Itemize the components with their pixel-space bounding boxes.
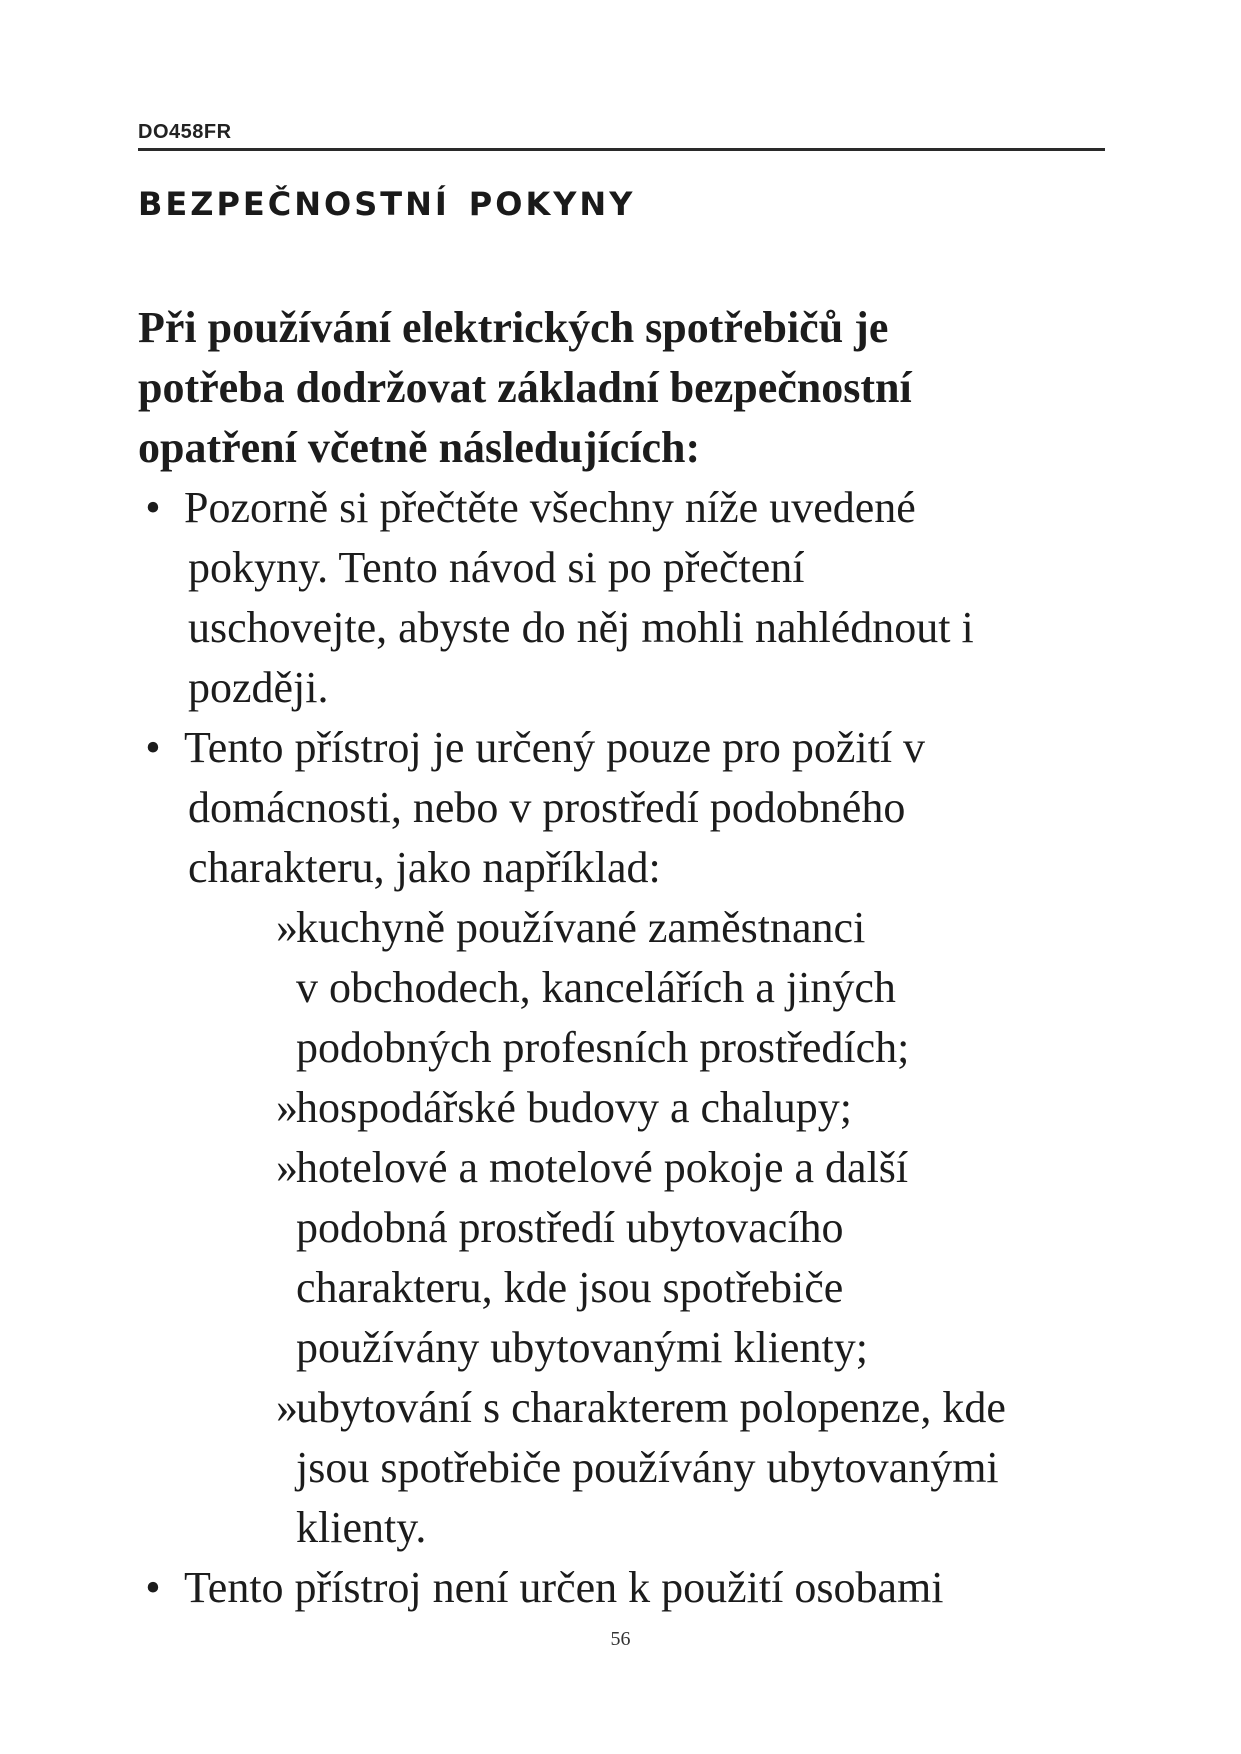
sub-item-line: podobných profesních prostředích; — [296, 1023, 910, 1072]
bullet-line: později. — [188, 663, 329, 712]
sub-item-hotel-rooms — [138, 1138, 1128, 1378]
bullet-item-household-use — [138, 718, 1128, 898]
bullet-item-read-instructions — [138, 478, 1128, 718]
sub-item-marker: » — [276, 1383, 298, 1432]
sub-item-line: hotelové a motelové pokoje a další — [296, 1143, 909, 1192]
intro-paragraph — [138, 298, 1128, 478]
sub-item-line: klienty. — [296, 1503, 427, 1552]
sub-item-line: kuchyně používané zaměstnanci — [296, 903, 866, 952]
sub-item-marker: » — [276, 1143, 298, 1192]
sub-item-line: jsou spotřebiče používány ubytovanými — [296, 1443, 999, 1492]
sub-item-farm-houses — [138, 1078, 1128, 1138]
bullet-line: uschovejte, abyste do něj mohli nahlédnout i — [188, 603, 974, 652]
page-number: 56 — [610, 1628, 631, 1650]
sub-item-bed-and-breakfast — [138, 1378, 1128, 1558]
document-body — [138, 298, 1128, 1618]
bullet-line: Tento přístroj není určen k použití osobami — [184, 1563, 944, 1612]
bullet-line: Pozorně si přečtěte všechny níže uvedené — [184, 483, 916, 532]
sub-item-line: charakteru, kde jsou spotřebiče — [296, 1263, 844, 1312]
sub-item-line: v obchodech, kancelářích a jiných — [296, 963, 896, 1012]
sub-item-marker: » — [276, 903, 298, 952]
section-title: bezpečnostní pokyny — [138, 172, 636, 226]
intro-line: potřeba dodržovat základní bezpečnostní — [138, 363, 912, 412]
sub-item-line: používány ubytovanými klienty; — [296, 1323, 868, 1372]
bullet-marker: • — [145, 723, 161, 772]
bullet-line: pokyny. Tento návod si po přečtení — [188, 543, 805, 592]
sub-item-line: podobná prostředí ubytovacího — [296, 1203, 844, 1252]
bullet-line: charakteru, jako například: — [188, 843, 661, 892]
header-divider — [138, 148, 1105, 151]
bullet-marker: • — [145, 1563, 161, 1612]
intro-line: Při používání elektrických spotřebičů je — [138, 303, 889, 352]
sub-item-marker: » — [276, 1083, 298, 1132]
intro-line: opatření včetně následujících: — [138, 423, 701, 472]
sub-item-line: ubytování s charakterem polopenze, kde — [296, 1383, 1006, 1432]
bullet-marker: • — [145, 483, 161, 532]
bullet-line: domácnosti, nebo v prostředí podobného — [188, 783, 906, 832]
model-code: DO458FR — [138, 121, 232, 143]
sub-item-staff-kitchens — [138, 898, 1128, 1078]
sub-item-line: hospodářské budovy a chalupy; — [296, 1083, 852, 1132]
bullet-line: Tento přístroj je určený pouze pro požití v — [184, 723, 926, 772]
bullet-item-not-intended-for — [138, 1558, 1128, 1618]
